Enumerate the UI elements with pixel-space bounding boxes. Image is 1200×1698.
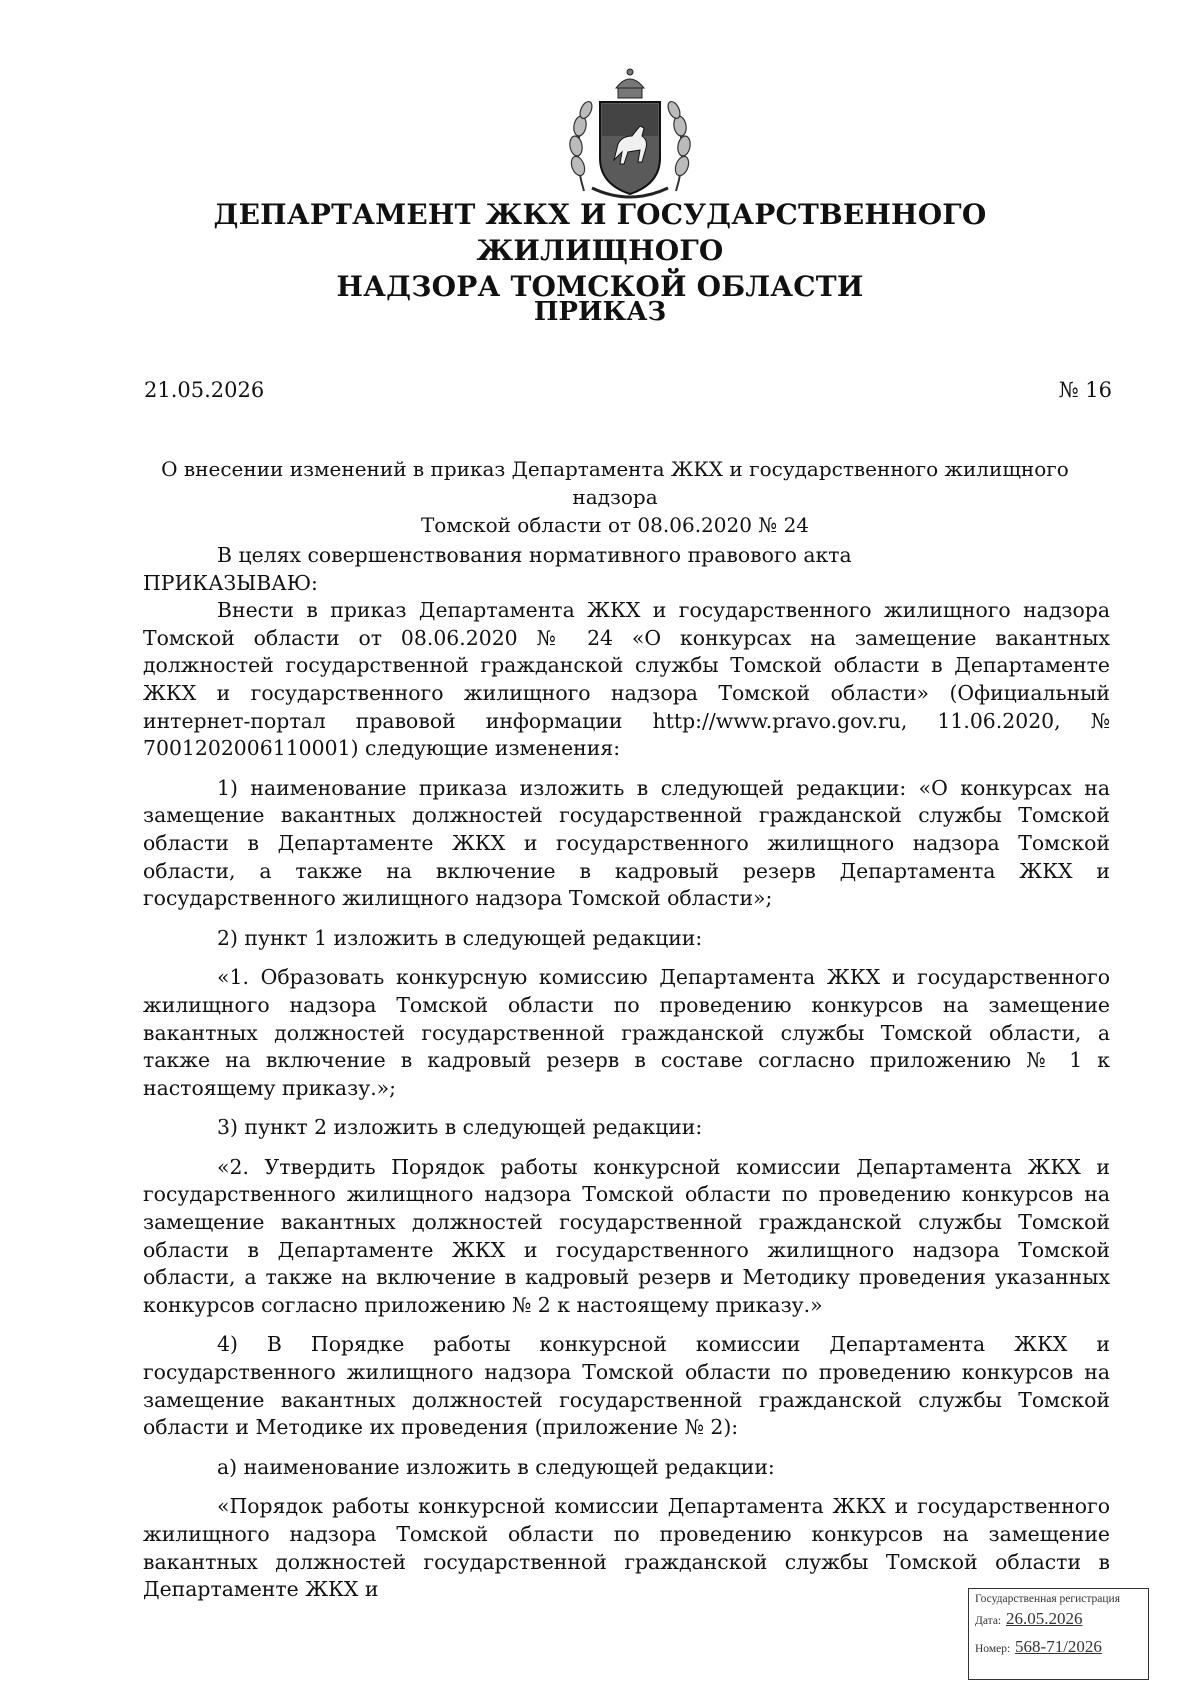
tomsk-coat-of-arms-icon (562, 66, 698, 202)
registration-date-label: Дата: (975, 1615, 1002, 1627)
document-type: ПРИКАЗ (533, 297, 667, 327)
item-1-paragraph: 1) наименование приказа изложить в следующей редакции: «О конкурсах на замещение вакантных должностей государственной гражданской службы Томской области в Департаменте ЖКХ и государственного жилищного надзора Томской области, а также на включение в кадровый резерв Департамента ЖКХ и государственного жилищного надзора Томской области»; (143, 775, 1110, 911)
document-date: 21.05.2026 (144, 378, 265, 402)
department-title (100, 197, 1100, 305)
subject-line-1: О внесении изменений в приказ Департамента ЖКХ и государственного жилищного надзора (161, 457, 1069, 509)
item-3-text-paragraph: «2. Утвердить Порядок работы конкурсной комиссии Департамента ЖКХ и государственного жилищного надзора Томской области по проведению конкурсов на замещение вакантных должностей государственной гражданской службы Томской области в Департаменте ЖКХ и государственного жилищного надзора Томской области, а также на включение в кадровый резерв и Методику проведения указанных конкурсов согласно приложению № 2 к настоящему приказу.» (143, 1154, 1110, 1317)
directive-paragraph: ПРИКАЗЫВАЮ: (143, 570, 318, 595)
item-2-text-paragraph: «1. Образовать конкурсную комиссию Департамента ЖКХ и государственного жилищного надзора Томской области по проведению конкурсов на замещение вакантных должностей государственной гражданской службы Томской области, а также на включение в кадровый резерв в составе согласно приложению № 1 к настоящему приказу.»; (143, 965, 1110, 1100)
item-4a-text-paragraph: «Порядок работы конкурсной комиссии Департамента ЖКХ и государственного жилищного надзора Томской области по проведению конкурсов на замещение вакантных должностей государственной гражданской службы Томской области в Департаменте ЖКХ и (143, 1494, 1110, 1602)
purpose-paragraph: В целях совершенствования нормативного правового акта (217, 543, 852, 567)
document-subject (130, 455, 1100, 539)
department-title-line-1: ДЕПАРТАМЕНТ ЖКХ И ГОСУДАРСТВЕННОГО ЖИЛИЩНОГО (213, 198, 987, 267)
item-4a-paragraph: а) наименование изложить в следующей редакции: (217, 1454, 775, 1479)
subject-line-2: Томской области от 08.06.2020 № 24 (420, 513, 810, 537)
document-body (143, 542, 1110, 1604)
registration-number-label: Номер: (975, 1643, 1011, 1655)
registration-number-value: 568-71/2026 (1015, 1637, 1102, 1656)
registration-number-row (975, 1634, 1142, 1662)
department-title-line-2: НАДЗОРА ТОМСКОЙ ОБЛАСТИ (336, 270, 864, 303)
registration-title: Государственная регистрация (975, 1593, 1120, 1605)
registration-date-row (975, 1606, 1142, 1634)
item-3-paragraph: 3) пункт 2 изложить в следующей редакции: (217, 1115, 703, 1140)
item-4-paragraph: 4) В Порядке работы конкурсной комиссии Департамента ЖКХ и государственного жилищного надзора Томской области по проведению конкурсов на замещение вакантных должностей государственной гражданской службы Томской области и Методике их проведения (приложение № 2): (143, 1332, 1110, 1440)
document-number: № 16 (1058, 378, 1112, 402)
registration-date-value: 26.05.2026 (1006, 1609, 1083, 1628)
item-2-paragraph: 2) пункт 1 изложить в следующей редакции: (217, 925, 703, 950)
registration-stamp (968, 1588, 1149, 1680)
intro-paragraph: Внести в приказ Департамента ЖКХ и государственного жилищного надзора Томской области от 08.06.2020 № 24 «О конкурсах на замещение вакантных должностей государственной гражданской службы Томской области в Департаменте ЖКХ и государственного жилищного надзора Томской области» (Официальный интернет-портал правовой информации http://www.pravo.gov.ru, 11.06.2020, № 7001202006110001) следующие изменения: (143, 598, 1110, 761)
